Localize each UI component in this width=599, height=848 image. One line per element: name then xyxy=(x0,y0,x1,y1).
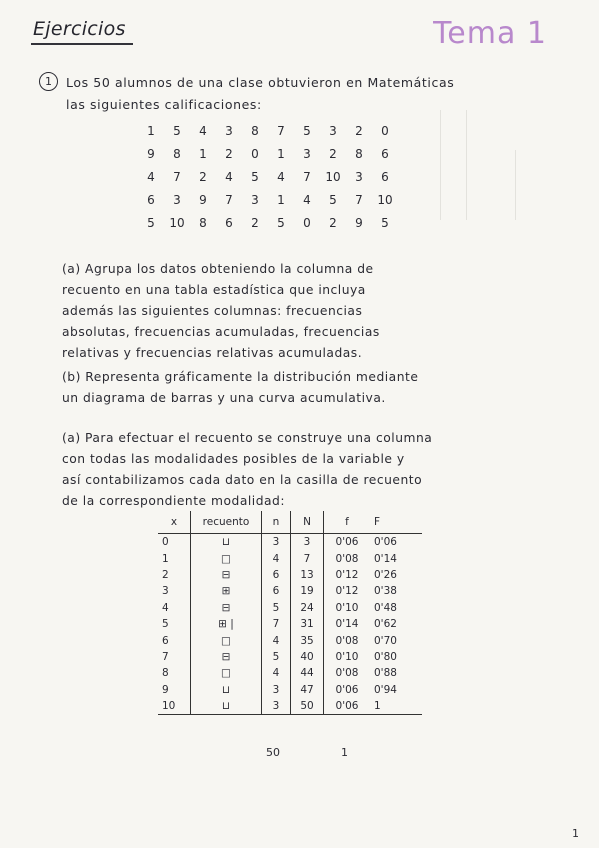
table-row xyxy=(158,550,422,566)
table-row xyxy=(158,567,422,583)
score-value: 1 xyxy=(147,124,155,138)
table-cell: 0'12 xyxy=(324,567,371,583)
scores-row xyxy=(138,143,398,166)
table-cell: 3 xyxy=(262,534,291,551)
table-cell: 40 xyxy=(291,649,324,665)
table-cell: 0'12 xyxy=(324,583,371,599)
table-cell: 0'70 xyxy=(374,634,397,647)
table-cell: 0'06 xyxy=(374,536,397,549)
text-line: un diagrama de barras y una curva acumulativa. xyxy=(62,391,386,405)
score-value: 7 xyxy=(173,170,181,184)
score-value: 7 xyxy=(303,170,311,184)
show-through-line xyxy=(515,150,516,220)
score-value: 4 xyxy=(147,170,155,184)
score-value: 8 xyxy=(199,216,207,230)
score-value: 2 xyxy=(355,124,363,138)
table-cell: 1 xyxy=(370,698,422,715)
text-line: con todas las modalidades posibles de la variable y xyxy=(62,452,405,466)
score-value: 6 xyxy=(147,193,155,207)
text-line: (a) Agrupa los datos obteniendo la columna de xyxy=(62,262,374,276)
score-value: 3 xyxy=(329,124,337,138)
score-value: 5 xyxy=(303,124,311,138)
statement-line: Los 50 alumnos de una clase obtuvieron en Matemáticas xyxy=(66,75,455,90)
table-row xyxy=(158,616,422,632)
table-cell: 0'08 xyxy=(324,665,371,681)
scores-grid xyxy=(138,120,398,235)
table-cell: 3 xyxy=(162,585,169,598)
score-value: 9 xyxy=(147,147,155,161)
table-cell: 0'62 xyxy=(374,618,397,631)
table-cell: 0'26 xyxy=(374,568,397,581)
table-cell: 0'94 xyxy=(374,683,397,696)
table-cell: 31 xyxy=(291,616,324,632)
table-cell: 0'08 xyxy=(324,550,371,566)
score-value: 4 xyxy=(225,170,233,184)
page-number: 1 xyxy=(572,827,579,840)
table-cell: 6 xyxy=(262,567,291,583)
score-value: 0 xyxy=(251,147,259,161)
score-value: 0 xyxy=(381,124,389,138)
text-line: recuento en una tabla estadística que incluya xyxy=(62,283,366,297)
table-cell: 0'08 xyxy=(324,632,371,648)
table-cell: 0'80 xyxy=(374,650,397,663)
score-value: 0 xyxy=(303,216,311,230)
table-cell: □ xyxy=(191,550,262,566)
score-value: 4 xyxy=(199,124,207,138)
score-value: 3 xyxy=(225,124,233,138)
show-through-line xyxy=(440,110,441,220)
score-value: 10 xyxy=(377,193,393,207)
part-a-text xyxy=(62,259,542,364)
score-value: 1 xyxy=(277,147,285,161)
scores-row xyxy=(138,212,398,235)
scores-row xyxy=(138,166,398,189)
table-cell: 6 xyxy=(162,634,169,647)
table-cell: ⊞ xyxy=(191,583,262,599)
table-cell: ⊟ xyxy=(191,567,262,583)
score-value: 10 xyxy=(169,216,185,230)
column-header: N xyxy=(291,511,324,534)
exercise-statement xyxy=(66,72,566,116)
show-through-line xyxy=(466,110,467,220)
theme-title: Tema 1 xyxy=(433,16,547,51)
table-cell: 4 xyxy=(262,632,291,648)
score-value: 1 xyxy=(277,193,285,207)
score-value: 2 xyxy=(329,216,337,230)
table-cell: 4 xyxy=(262,550,291,566)
table-cell: 19 xyxy=(291,583,324,599)
score-value: 9 xyxy=(355,216,363,230)
table-cell: 24 xyxy=(291,600,324,616)
score-value: 2 xyxy=(225,147,233,161)
table-cell: 1 xyxy=(162,552,169,565)
table-row xyxy=(158,649,422,665)
score-value: 5 xyxy=(277,216,285,230)
table-cell: 7 xyxy=(162,650,169,663)
table-row xyxy=(158,698,422,715)
column-header: f xyxy=(324,511,371,534)
text-line: además las siguientes columnas: frecuencias xyxy=(62,304,363,318)
table-cell: 4 xyxy=(262,665,291,681)
score-value: 7 xyxy=(355,193,363,207)
table-cell: 0 xyxy=(162,536,169,549)
score-value: 7 xyxy=(225,193,233,207)
table-cell: 0'10 xyxy=(324,600,371,616)
table-row xyxy=(158,534,422,551)
table-cell: 3 xyxy=(262,698,291,715)
table-cell: 0'48 xyxy=(374,601,397,614)
table-row xyxy=(158,665,422,681)
table-cell: 35 xyxy=(291,632,324,648)
score-value: 6 xyxy=(381,170,389,184)
table-cell: 0'06 xyxy=(324,682,371,698)
score-value: 10 xyxy=(325,170,341,184)
score-value: 5 xyxy=(147,216,155,230)
part-c-text xyxy=(62,428,562,512)
table-cell: 0'38 xyxy=(374,585,397,598)
column-header: x xyxy=(158,511,191,534)
table-row xyxy=(158,600,422,616)
table-cell: 4 xyxy=(162,601,169,614)
table-cell: 44 xyxy=(291,665,324,681)
statement-line: las siguientes calificaciones: xyxy=(66,97,262,112)
column-header: F xyxy=(370,511,422,534)
column-header: n xyxy=(262,511,291,534)
table-cell: 0'10 xyxy=(324,649,371,665)
score-value: 5 xyxy=(251,170,259,184)
table-cell: 0'06 xyxy=(324,698,371,715)
heading-underline xyxy=(31,43,133,45)
text-line: (b) Representa gráficamente la distribución mediante xyxy=(62,370,419,384)
score-value: 6 xyxy=(225,216,233,230)
table-cell: 5 xyxy=(162,618,169,631)
table-cell: 5 xyxy=(262,649,291,665)
table-cell: 8 xyxy=(162,667,169,680)
table-row xyxy=(158,682,422,698)
table-cell: ⊔ xyxy=(191,682,262,698)
exercise-number: 1 xyxy=(39,72,58,91)
score-value: 3 xyxy=(173,193,181,207)
table-header-row xyxy=(158,511,422,534)
frequency-table xyxy=(158,511,422,715)
table-cell: 0'88 xyxy=(374,667,397,680)
score-value: 8 xyxy=(355,147,363,161)
score-value: 4 xyxy=(303,193,311,207)
table-cell: □ xyxy=(191,632,262,648)
table-cell: 2 xyxy=(162,568,169,581)
score-value: 5 xyxy=(381,216,389,230)
score-value: 5 xyxy=(173,124,181,138)
table-cell: ⊞ | xyxy=(191,616,262,632)
page-heading: Ejercicios xyxy=(33,18,126,40)
score-value: 8 xyxy=(173,147,181,161)
table-cell: 6 xyxy=(262,583,291,599)
table-cell: 3 xyxy=(291,534,324,551)
score-value: 2 xyxy=(329,147,337,161)
part-b-text xyxy=(62,367,542,409)
score-value: 2 xyxy=(199,170,207,184)
text-line: absolutas, frecuencias acumuladas, frecuencias xyxy=(62,325,380,339)
text-line: (a) Para efectuar el recuento se construye una columna xyxy=(62,431,433,445)
table-cell: 50 xyxy=(291,698,324,715)
text-line: relativas y frecuencias relativas acumuladas. xyxy=(62,346,363,360)
score-value: 3 xyxy=(303,147,311,161)
text-line: así contabilizamos cada dato en la casilla de recuento xyxy=(62,473,423,487)
column-header: recuento xyxy=(191,511,262,534)
text-line: de la correspondiente modalidad: xyxy=(62,494,285,508)
total-n: 50 xyxy=(266,746,280,759)
table-cell: 3 xyxy=(262,682,291,698)
table-cell: ⊟ xyxy=(191,600,262,616)
table-row xyxy=(158,632,422,648)
table-cell: ⊔ xyxy=(191,698,262,715)
score-value: 6 xyxy=(381,147,389,161)
total-f: 1 xyxy=(341,746,348,759)
table-cell: 47 xyxy=(291,682,324,698)
table-cell: 7 xyxy=(262,616,291,632)
score-value: 7 xyxy=(277,124,285,138)
table-cell: 5 xyxy=(262,600,291,616)
score-value: 1 xyxy=(199,147,207,161)
table-row xyxy=(158,583,422,599)
score-value: 2 xyxy=(251,216,259,230)
score-value: 3 xyxy=(355,170,363,184)
table-cell: 7 xyxy=(291,550,324,566)
scores-row xyxy=(138,189,398,212)
table-cell: 10 xyxy=(158,698,191,715)
score-value: 3 xyxy=(251,193,259,207)
score-value: 5 xyxy=(329,193,337,207)
table-cell: ⊔ xyxy=(191,534,262,551)
score-value: 4 xyxy=(277,170,285,184)
table-cell: 0'06 xyxy=(324,534,371,551)
scores-row xyxy=(138,120,398,143)
table-cell: 0'14 xyxy=(374,552,397,565)
score-value: 9 xyxy=(199,193,207,207)
score-value: 8 xyxy=(251,124,259,138)
table-cell: 0'14 xyxy=(324,616,371,632)
table-cell: □ xyxy=(191,665,262,681)
table-cell: ⊟ xyxy=(191,649,262,665)
table-cell: 9 xyxy=(162,683,169,696)
table-cell: 13 xyxy=(291,567,324,583)
